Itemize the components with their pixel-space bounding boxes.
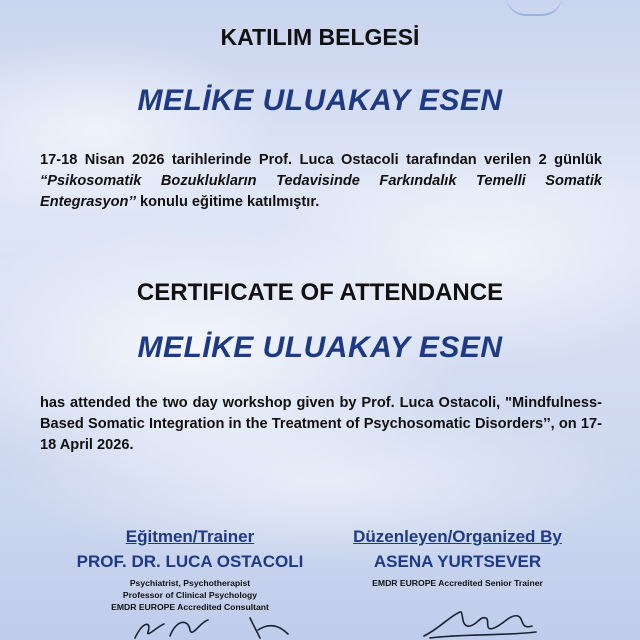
- english-heading: CERTIFICATE OF ATTENDANCE: [136, 279, 504, 306]
- organizer-titles: [330, 577, 585, 589]
- trainer-title-1: Psychiatrist, Psychotherapist: [129, 578, 251, 588]
- trainer-role: Eğitmen/Trainer: [125, 527, 255, 546]
- turkish-workshop-title: “Psikosomatik Bozuklukların Tedavisinde Farkındalık Temelli Somatik Entegrasyon’’: [40, 173, 602, 210]
- turkish-heading: KATILIM BELGESİ: [220, 24, 420, 50]
- english-recipient-name: MELİKE ULUAKAY ESEN: [137, 331, 503, 364]
- trainer-block: [60, 527, 320, 613]
- organizer-block: [330, 527, 585, 589]
- turkish-recipient-name: MELİKE ULUAKAY ESEN: [137, 84, 503, 117]
- trainer-name: PROF. DR. LUCA OSTACOLI: [76, 552, 304, 571]
- turkish-text-after: konulu eğitime katılmıştır.: [135, 194, 320, 210]
- organizer-signature: [420, 606, 540, 640]
- organizer-name: ASENA YURTSEVER: [373, 552, 542, 571]
- trainer-signature: [130, 612, 290, 640]
- english-body-text: has attended the two day workshop given by Prof. Luca Ostacoli, "Mindfulness-Based Somatic Integration in the Treatment of Psychosomatic Disorders’’, on 17-18 April 2026.: [40, 395, 602, 453]
- turkish-body-text: [40, 150, 602, 213]
- turkish-text-before: 17-18 Nisan 2026 tarihlerinde Prof. Luca Ostacoli tarafından verilen 2 günlük: [40, 152, 602, 168]
- trainer-title-2: Professor of Clinical Psychology: [122, 590, 258, 600]
- organizer-role: Düzenleyen/Organized By: [353, 527, 562, 546]
- watermark-swirl: [506, 0, 562, 16]
- trainer-title-3: EMDR EUROPE Accredited Consultant: [111, 602, 269, 612]
- organizer-title-1: EMDR EUROPE Accredited Senior Trainer: [372, 578, 543, 588]
- trainer-titles: [60, 577, 320, 613]
